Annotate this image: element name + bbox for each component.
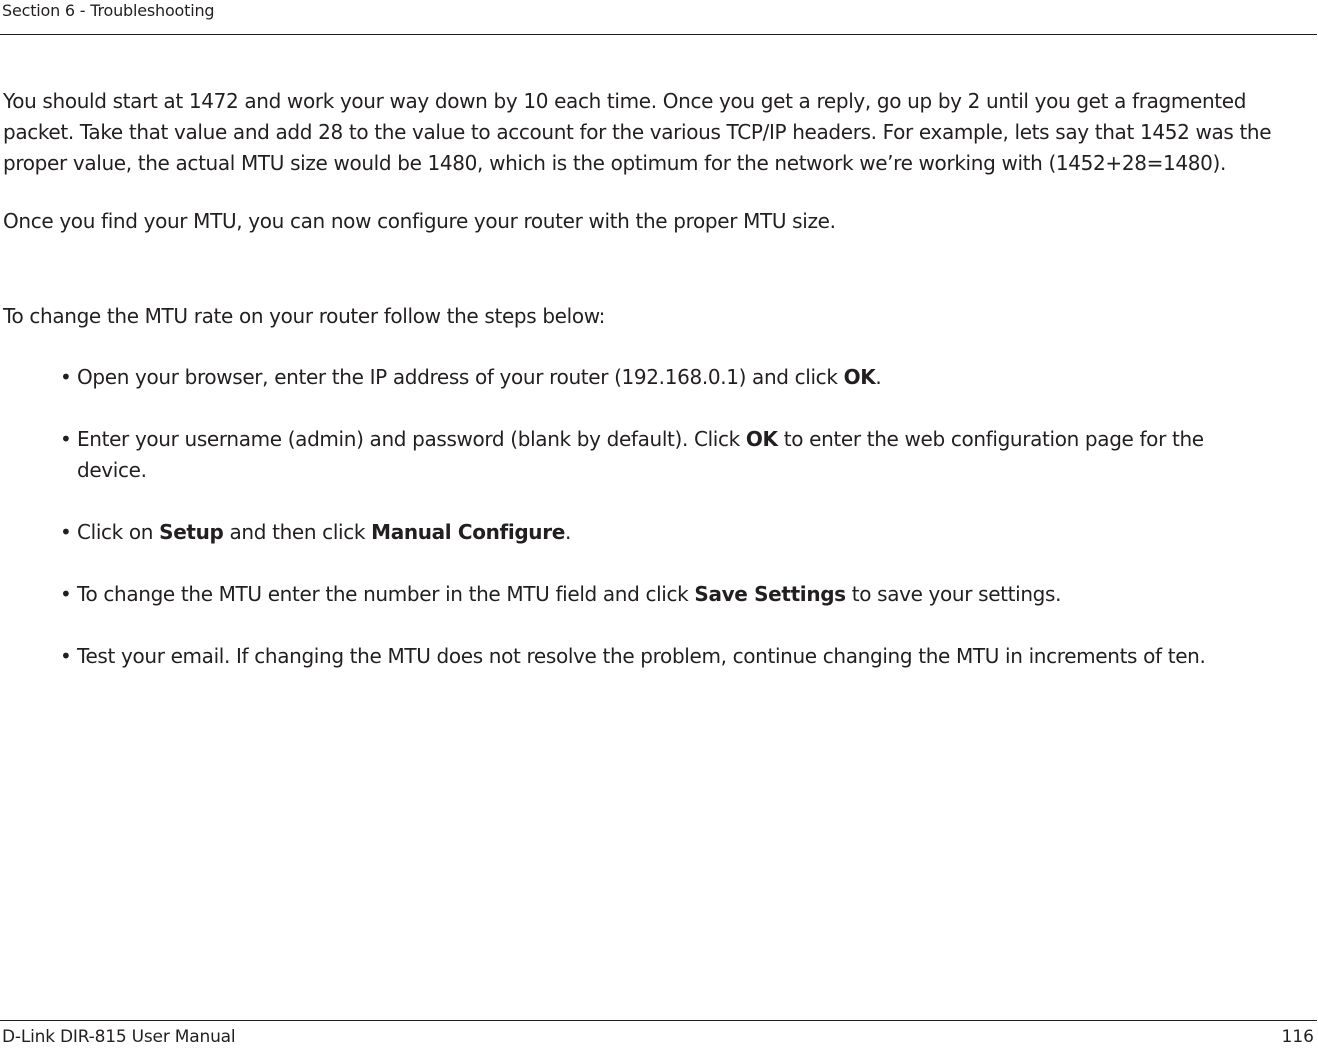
step-item bbox=[60, 579, 1260, 610]
step-item bbox=[60, 424, 1260, 486]
header-divider bbox=[0, 34, 1317, 35]
step-text-end: to enter the web configuration page for the device. bbox=[77, 427, 1204, 482]
paragraph-find-mtu: Once you find your MTU, you can now configure your router with the proper MTU size. bbox=[3, 209, 836, 233]
step-text: Test your email. If changing the MTU does not resolve the problem, continue changing the MTU in increments of ten. bbox=[77, 644, 1206, 668]
bullet-icon: • bbox=[60, 520, 72, 544]
step-text-mid: and then click bbox=[223, 520, 372, 544]
step-item bbox=[60, 641, 1260, 672]
step-bold-save-settings: Save Settings bbox=[694, 582, 846, 606]
footer-divider bbox=[0, 1020, 1317, 1021]
bullet-icon: • bbox=[60, 427, 72, 451]
step-bold-ok: OK bbox=[843, 365, 876, 389]
step-text: Enter your username (admin) and password (blank by default). Click bbox=[77, 427, 746, 451]
step-item bbox=[60, 362, 1260, 393]
step-bold-manual-configure: Manual Configure bbox=[371, 520, 565, 544]
paragraph-steps-intro: To change the MTU rate on your router follow the steps below: bbox=[3, 304, 606, 328]
step-text-end: . bbox=[564, 520, 571, 544]
bullet-icon: • bbox=[60, 365, 72, 389]
bullet-icon: • bbox=[60, 582, 72, 606]
step-text-end: to save your settings. bbox=[845, 582, 1062, 606]
paragraph-mtu-procedure: You should start at 1472 and work your way down by 10 each time. Once you get a reply, go up by 2 until you get a fragmented packet. Take that value and add 28 to the value to account for the various TCP/IP headers. For example, lets say that 1452 was the proper value, the actual MTU size would be 1480, which is the optimum for the network we’re working with (1452+28=1480). bbox=[3, 89, 1272, 175]
step-bold-setup: Setup bbox=[159, 520, 224, 544]
page-number: 116 bbox=[1281, 1027, 1314, 1047]
section-header: Section 6 - Troubleshooting bbox=[2, 1, 215, 20]
step-text: To change the MTU enter the number in the MTU field and click bbox=[77, 582, 695, 606]
steps-list bbox=[60, 362, 1260, 703]
manual-title: D-Link DIR-815 User Manual bbox=[2, 1027, 236, 1047]
step-text: Open your browser, enter the IP address of your router (192.168.0.1) and click bbox=[77, 365, 844, 389]
bullet-icon: • bbox=[60, 644, 72, 668]
step-text: Click on bbox=[77, 520, 160, 544]
step-bold-ok: OK bbox=[745, 427, 778, 451]
step-item bbox=[60, 517, 1260, 548]
step-text-end: . bbox=[875, 365, 882, 389]
